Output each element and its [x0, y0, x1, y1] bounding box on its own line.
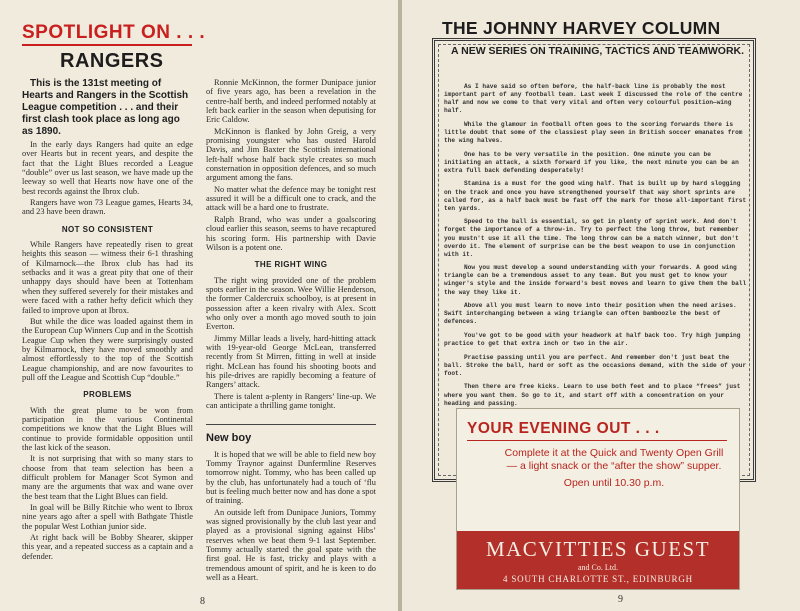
ad-company-suffix: and Co. Ltd. [578, 563, 618, 572]
ad-company-banner [457, 531, 739, 589]
page-number: 9 [618, 594, 623, 605]
article-paragraph: McKinnon is flanked by John Greig, a very promising youngster who has ousted Harold Davis, and Jim Baxter the Scottish international left-half whose half back style creates so much consternation in opposition defences, and so much argument among the fans. [206, 126, 376, 183]
advertisement [456, 408, 740, 590]
subheading-not-so-consistent: NOT SO CONSISTENT [61, 224, 154, 234]
article-paragraph: Ralph Brand, who was under a goalscoring cloud earlier this season, seems to have recaptured his scoring form. His partnership with Davie Wilson is a potent one. [206, 214, 376, 252]
heading-rule [22, 44, 192, 46]
column-paragraph: While the glamour in football often goes to the scoring forwards there is little doubt that some of the classiest play seen in British soccer emanates from the wing halves. [444, 120, 743, 145]
article-paragraph: Ronnie McKinnon, the former Dunipace junior of five years ago, has been a revelation in the centre-half berth, and indeed performed notably at left back earlier in the season when deputising for Eric Caldow. [206, 78, 376, 125]
article-paragraph: It is not surprising that with so many stars to choose from that team selection has been a difficult problem for Manager Scot Symon and many are the arguments that wax and wane over the best team that the Light Blues can field. [22, 454, 193, 501]
spotlight-heading: SPOTLIGHT ON . . . [22, 22, 206, 43]
subheading-right-wing: THE RIGHT WING [254, 260, 328, 270]
ad-address: 4 SOUTH CHARLOTTE ST., EDINBURGH [503, 574, 693, 584]
article-paragraph: With the great plume to be won from participation in the various Continental competitions we know that the Light Blues will continue to provide formidable opposition until the last kick of the season. [22, 405, 193, 452]
article-intro: This is the 131st meeting of Hearts and Rangers in the Scottish League competition . . . and their first clash took place as long ago as 1890. [22, 78, 189, 137]
article-title: RANGERS [60, 50, 164, 72]
ad-rule [467, 440, 727, 441]
article-column-1 [22, 78, 193, 563]
new-boy-heading: New boy [206, 424, 376, 443]
article-column-2 [206, 78, 376, 585]
article-paragraph: In goal will be Billy Ritchie who went to Ibrox nine years ago after a spell with Bathgate Thistle the popular West Lothian junior side. [22, 503, 193, 531]
column-paragraph: Practise passing until you are perfect. And remember don't just beat the ball. Stroke the ball, hard or soft as the occasions demand, with the side of your foot. [444, 353, 747, 377]
ad-copy: Complete it at the Quick and Twenty Open Grill — a light snack or the “after the show” supper. [504, 447, 724, 472]
subheading-problems: PROBLEMS [83, 390, 132, 400]
ad-opening-hours: Open until 10.30 p.m. [563, 477, 665, 489]
column-paragraph: Stamina is a must for the good wing half. That is built up by hard slogging on the track and once you have strengthened yourself that way short sprints are called for, as a half back must be fast off the mark for those all-important first ten yards. [444, 180, 747, 212]
article-paragraph: No matter what the defence may be tonight rest assured it will be a difficult one to crack, and the attack will be a hard one to frustrate. [206, 184, 376, 213]
column-paragraph: Speed to the ball is essential, so get in plenty of sprint work. And don't forget the importance of a throw-in. Try to perfect the long throw, but remember you mustn't use it all the time. The long throw can be a match winner, but don't overdo it. The element of surprise can be the best weapon to use in conjunction with it. [444, 218, 739, 258]
article-paragraph: It is hoped that we will be able to field new boy Tommy Traynor against Dunfermline Reserves tomorrow night. Tommy, who has been called up by the club, has unfortunately had a touch of ‘flu but is feeling much better now and has done a spot of training. [206, 449, 376, 506]
left-page [0, 0, 398, 611]
right-page [402, 0, 800, 611]
column-body [444, 83, 750, 413]
column-subtitle: A NEW SERIES ON TRAINING, TACTICS AND TEAMWORK. [451, 45, 745, 57]
column-paragraph: Now you must develop a sound understanding with your forwards. A good wing triangle can be a tremendous asset to any team. But you must get to know your winger's style and the inside forward's best moves and learn to give them the ball the way they like it. [444, 264, 747, 296]
column-paragraph: One has to be very versatile in the position. One minute you can be initiating an attack, a sixth forward if you like, the next minute you can be an extra full back defending desperately! [444, 150, 739, 174]
column-paragraph: Then there are free kicks. Learn to use both feet and to place “frees” just where you want them. So go to it, and start off with a concentration on your heading and passing. [444, 383, 741, 407]
article-paragraph: There is talent a-plenty in Rangers’ line-up. We can anticipate a thrilling game tonight. [206, 391, 376, 410]
article-paragraph: An outside left from Dunipace Juniors, Tommy was signed provisionally by the club last year and played as a provisional signing against Hibs’ reserves when we beat them 9-1 last September. Tommy actually started the goal spate with the first goal. He is fast, tricky and plays with a tremendous amount of spirit, and he is keen to do well as a Heart. [206, 507, 376, 583]
column-paragraph: Above all you must learn to move into their position when the need arises. Swift interchanging between a wing triangle can often bamboozle the best of defences. [444, 302, 737, 326]
article-paragraph: But while the dice was loaded against them in the European Cup Winners Cup and in the Scottish League Cup when they were surprisingly ousted by Kilmarnock, they have moved smoothly and almost effortlessly to the top of the Scottish League championship, and are now favourites to pull off the League and Scottish Cup “double.” [22, 316, 193, 382]
article-paragraph: Rangers have won 73 League games, Hearts 34, and 23 have been drawn. [22, 198, 193, 217]
article-paragraph: The right wing provided one of the problem spots earlier in the season. Wee Willie Henderson, the former Caldercruix schoolboy, is at present in possession after a keen rivalry with Alex. Scott who only over a month ago moved south to join Everton. [206, 275, 376, 332]
column-title: THE JOHNNY HARVEY COLUMN [442, 18, 721, 38]
article-paragraph: At right back will be Bobby Shearer, skipper this year, and a repeated success as a captain and a defender. [22, 533, 193, 561]
column-paragraph: You've got to be good with your headwork at half back too. Try high jumping practice to get that extra inch or two in the air. [444, 331, 741, 348]
ad-body [501, 447, 727, 490]
column-paragraph: As I have said so often before, the half-back line is probably the most important part of any football team. Last week I discussed the role of the centre half and now we come to that very vital and often very colourful position—wing half. [444, 83, 743, 115]
ad-title: YOUR EVENING OUT . . . [467, 420, 660, 437]
ad-company-name: MACVITTIES GUEST [485, 537, 711, 561]
article-paragraph: Jimmy Millar leads a lively, hard-hitting attack with 19-year-old George McLean, transferred recently from St Mirren, fitting in well at inside right. McLean has found his shooting boots and his pile-drives are rapidly becoming a feature of Rangers’ attack. [206, 333, 376, 390]
article-paragraph: While Rangers have repeatedly risen to great heights this season — witness their 6-1 thrashing of Kilmarnock—the Ibrox club has had its setbacks and it was a great pity that one of their unhappy days should have been at Tottenham when they suffered severely for their mistakes and were faced with a rather hefty deficit which they failed to improve upon at Ibrox. [22, 240, 193, 315]
page-number: 8 [200, 596, 205, 607]
article-paragraph: In the early days Rangers had quite an edge over Hearts but in recent years, and despite the fact that the Light Blues recorded a League “double” over us last season, we have made up the leeway so well that Hearts now have one of the best records against the Ibrox club. [22, 140, 193, 196]
